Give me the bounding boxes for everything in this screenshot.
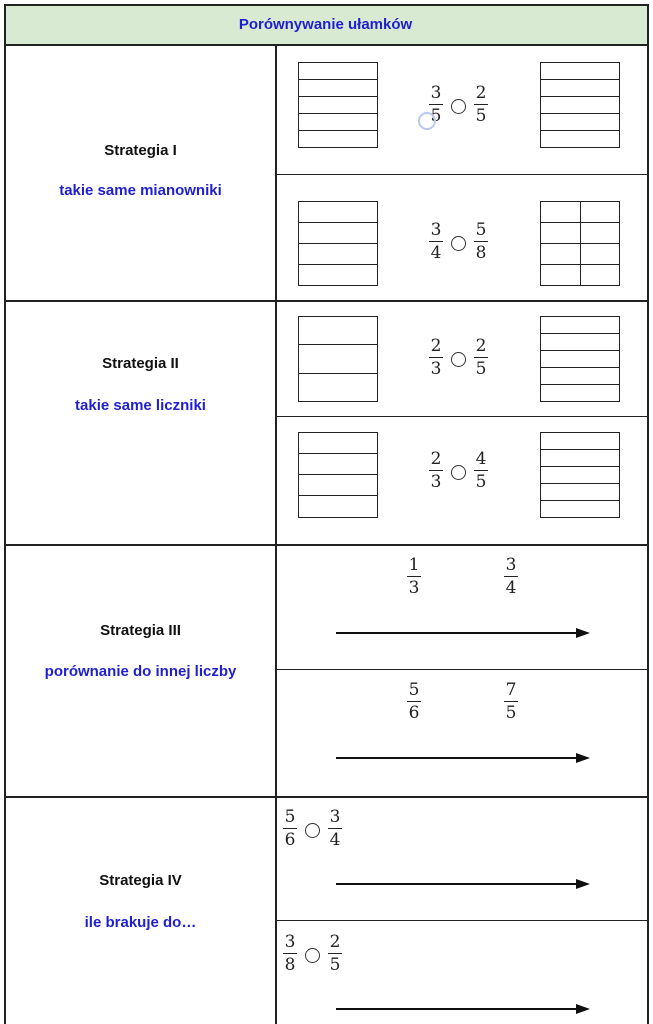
row-divider: [275, 920, 648, 921]
fraction-bar-model: [298, 316, 378, 402]
page-title: [4, 5, 647, 44]
number-line-arrow: [336, 751, 592, 765]
fraction: 5 8: [475, 220, 487, 263]
number-line-arrow: [336, 626, 592, 640]
column-divider: [275, 44, 277, 1024]
fraction: 4 5: [475, 449, 487, 492]
row-divider: [275, 669, 648, 670]
comparison-circle[interactable]: [451, 99, 466, 114]
fraction: 2 3: [430, 449, 442, 492]
strategy-2-title: Strategia II: [102, 355, 179, 372]
header-divider: [4, 44, 648, 46]
row-divider: [275, 174, 648, 175]
strategy-divider: [4, 544, 648, 546]
strategy-3-title: Strategia III: [100, 622, 181, 639]
comparison-circle[interactable]: [451, 352, 466, 367]
fraction-bar-model: [540, 432, 620, 518]
strategy-4-title: Strategia IV: [99, 872, 182, 889]
fraction: 3 4: [430, 220, 442, 263]
strategy-3-subtitle: porównanie do innej liczby: [44, 663, 237, 680]
fraction: 7 5: [505, 680, 517, 723]
strategy-divider: [4, 796, 648, 798]
fraction: 3 5: [430, 83, 442, 126]
comparison-circle[interactable]: [451, 236, 466, 251]
strategy-divider: [4, 300, 648, 302]
fraction: 2 5: [475, 336, 487, 379]
fraction: 5 6: [408, 680, 420, 723]
page-title-text: Porównywanie ułamków: [238, 16, 413, 33]
fraction: 2 5: [475, 83, 487, 126]
fraction-bar-model: [298, 432, 378, 518]
fraction: 5 6: [284, 807, 296, 850]
number-line-arrow: [336, 1002, 592, 1016]
comparison-circle[interactable]: [451, 465, 466, 480]
number-line-arrow: [336, 877, 592, 891]
table-border-right: [647, 4, 649, 1024]
fraction-bar-model: [298, 201, 378, 286]
table-border-top: [4, 4, 648, 6]
strategy-1-title: Strategia I: [104, 142, 177, 159]
fraction-bar-model: [540, 316, 620, 402]
fraction-bar-model: [540, 62, 620, 148]
fraction-bar-model: [540, 201, 620, 286]
fraction: 3 4: [505, 555, 517, 598]
comparison-circle[interactable]: [305, 823, 320, 838]
fraction: 3 8: [284, 932, 296, 975]
fraction: 3 4: [329, 807, 341, 850]
row-divider: [275, 416, 648, 417]
strategy-1-subtitle: takie same mianowniki: [59, 182, 222, 199]
strategy-4-subtitle: ile brakuje do…: [84, 914, 197, 931]
comparison-circle[interactable]: [305, 948, 320, 963]
cursor-indicator: [418, 112, 436, 130]
fraction-bar-model: [298, 62, 378, 148]
fraction: 2 5: [329, 932, 341, 975]
strategy-2-subtitle: takie same liczniki: [75, 397, 206, 414]
fraction: 2 3: [430, 336, 442, 379]
fraction: 1 3: [408, 555, 420, 598]
